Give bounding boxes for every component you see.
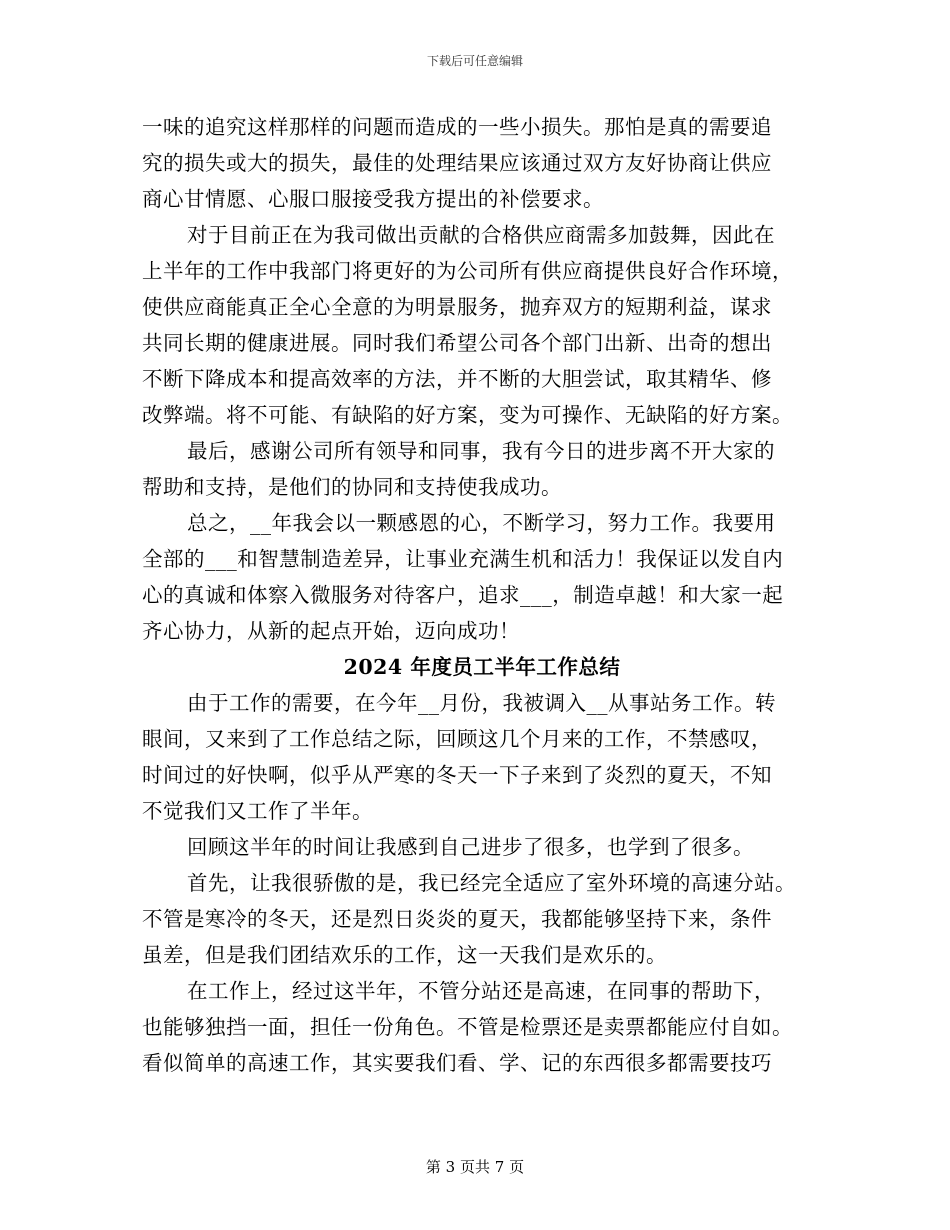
text-line: 眼间，又来到了工作总结之际，回顾这几个月来的工作，不禁感叹， xyxy=(142,727,772,751)
page-number: 第 3 页共 7 页 xyxy=(425,1158,525,1176)
text-line: 齐心协力，从新的起点开始，迈向成功！ xyxy=(142,619,520,643)
page-header-note: 下载后可任意编辑 xyxy=(426,54,523,68)
paragraph-start: 由于工作的需要，在今年__月份，我被调入__从事站务工作。转 xyxy=(187,691,776,715)
text-line: 看似简单的高速工作，其实要我们看、学、记的东西很多都需要技巧 xyxy=(142,1051,772,1075)
text-line: 全部的___和智慧制造差异，让事业充满生机和活力！我保证以发自内 xyxy=(142,547,784,571)
text-line: 共同长期的健康进展。同时我们希望公司各个部门出新、出奇的想出 xyxy=(142,331,772,355)
paragraph-start: 回顾这半年的时间让我感到自己进步了很多，也学到了很多。 xyxy=(187,835,754,859)
text-line: 究的损失或大的损失，最佳的处理结果应该通过双方友好协商让供应 xyxy=(142,151,772,175)
paragraph-start: 在工作上，经过这半年，不管分站还是高速，在同事的帮助下， xyxy=(187,979,775,1003)
text-line: 时间过的好快啊，似乎从严寒的冬天一下子来到了炎烈的夏天，不知 xyxy=(142,763,772,787)
paragraph-start: 最后，感谢公司所有领导和同事，我有今日的进步离不开大家的 xyxy=(187,439,775,463)
text-line: 不觉我们又工作了半年。 xyxy=(142,799,373,823)
text-line: 不管是寒冷的冬天，还是烈日炎炎的夏天，我都能够坚持下来，条件 xyxy=(142,907,772,931)
section-title: 2024 年度员工半年工作总结 xyxy=(343,655,621,679)
text-line: 商心甘情愿、心服口服接受我方提出的补偿要求。 xyxy=(142,187,604,211)
text-line: 上半年的工作中我部门将更好的为公司所有供应商提供良好合作环境， xyxy=(142,259,793,283)
text-line: 心的真诚和体察入微服务对待客户，追求___，制造卓越！和大家一起 xyxy=(142,583,784,607)
text-line: 也能够独挡一面，担任一份角色。不管是检票还是卖票都能应付自如。 xyxy=(142,1015,793,1039)
text-line: 使供应商能真正全心全意的为明景服务，抛弃双方的短期利益，谋求 xyxy=(142,295,772,319)
text-line: 虽差，但是我们团结欢乐的工作，这一天我们是欢乐的。 xyxy=(142,943,667,967)
document-body xyxy=(142,109,822,1081)
text-line: 改弊端。将不可能、有缺陷的好方案，变为可操作、无缺陷的好方案。 xyxy=(142,403,793,427)
text-line: 帮助和支持，是他们的协同和支持使我成功。 xyxy=(142,475,562,499)
text-line: 一味的追究这样那样的问题而造成的一些小损失。那怕是真的需要追 xyxy=(142,115,772,139)
paragraph-start: 对于目前正在为我司做出贡献的合格供应商需多加鼓舞，因此在 xyxy=(187,223,775,247)
text-line: 不断下降成本和提高效率的方法，并不断的大胆尝试，取其精华、修 xyxy=(142,367,772,391)
paragraph-start: 首先，让我很骄傲的是，我已经完全适应了室外环境的高速分站。 xyxy=(187,871,796,895)
paragraph-start: 总之，__年我会以一颗感恩的心，不断学习，努力工作。我要用 xyxy=(187,511,776,535)
